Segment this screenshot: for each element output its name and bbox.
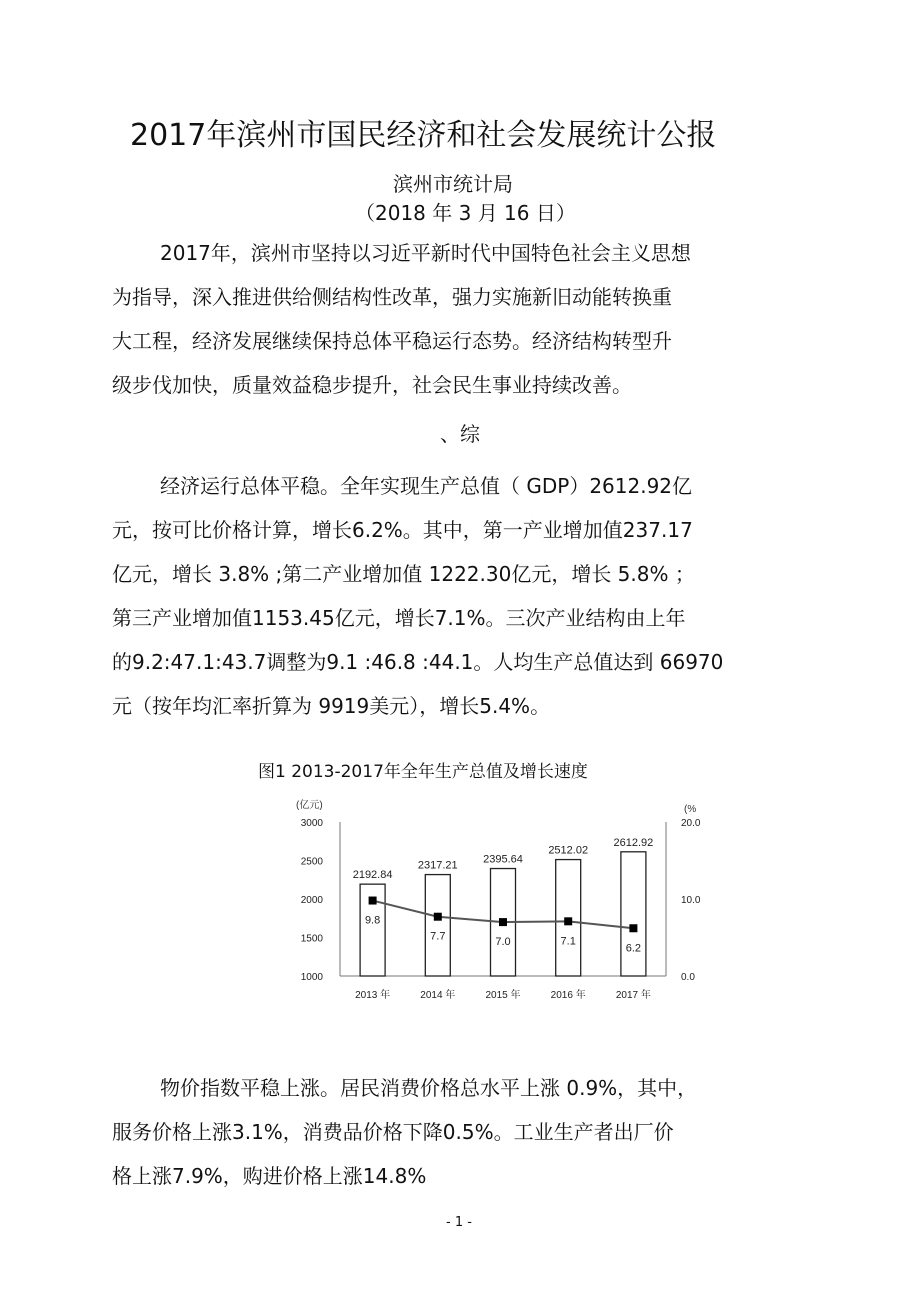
paragraph-line: 格上涨7.9%，购进价格上涨14.8% (112, 1164, 427, 1188)
paragraph-line: 元（按年均汇率折算为 9919美元），增长5.4%。 (112, 694, 551, 718)
paragraph-line: 大工程，经济发展继续保持总体平稳运行态势。经济结构转型升 (112, 329, 672, 353)
x-tick-label: 2013 年 (355, 990, 391, 1001)
y-axis-label-right: (% (684, 804, 697, 815)
growth-marker (369, 897, 377, 905)
bar-value-label: 2317.21 (417, 859, 458, 872)
paragraph-line: 2017年，滨州市坚持以习近平新时代中国特色社会主义思想 (160, 241, 691, 265)
publish-date: （2018 年 3 月 16 日） (355, 201, 576, 225)
figure-caption: 图1 2013-2017年全年生产总值及增长速度 (258, 762, 588, 782)
y-tick-label: 1000 (300, 972, 323, 983)
growth-value-label: 7.7 (430, 930, 446, 943)
bar-value-label: 2395.64 (483, 853, 523, 866)
growth-value-label: 7.1 (560, 935, 576, 948)
gdp-growth-chart (280, 790, 720, 1020)
x-tick-label: 2017 年 (615, 990, 651, 1001)
bar-value-label: 2512.02 (548, 844, 589, 857)
y-tick-label-right: 10.0 (681, 895, 701, 906)
x-tick-label: 2015 年 (485, 990, 521, 1001)
growth-marker (434, 913, 442, 921)
bar (621, 852, 646, 976)
page-number: - 1 - (446, 1215, 472, 1230)
paragraph-line: 级步伐加快，质量效益稳步提升，社会民生事业持续改善。 (112, 373, 632, 397)
paragraph-line: 的9.2:47.1:43.7调整为9.1 :46.8 :44.1。人均生产总值达到 66970 (112, 650, 724, 674)
growth-value-label: 9.8 (364, 914, 381, 927)
bar-value-label: 2192.84 (352, 869, 393, 882)
bar (425, 875, 450, 976)
paragraph-line: 第三产业增加值1153.45亿元，增长7.1%。三次产业结构由上年 (112, 606, 686, 630)
paragraph-line: 亿元，增长 3.8% ;第二产业增加值 1222.30亿元，增长 5.8% ； (112, 562, 695, 586)
y-tick-label: 2500 (300, 856, 323, 868)
x-tick-label: 2014 年 (420, 990, 456, 1001)
bar-value-label: 2612.92 (613, 836, 654, 849)
y-tick-label: 2000 (300, 895, 323, 906)
y-tick-label: 1500 (300, 933, 323, 945)
y-tick-label-right: 20.0 (681, 818, 701, 829)
paragraph-line: 元，按可比价格计算，增长6.2%。其中，第一产业增加值237.17 (112, 518, 693, 542)
economy-paragraph (112, 464, 723, 728)
report-title: 2017年滨州市国民经济和社会发展统计公报 (130, 118, 717, 153)
growth-value-label: 7.0 (495, 936, 511, 949)
price-paragraph (112, 1066, 697, 1198)
growth-marker (499, 918, 507, 926)
growth-value-label: 6.2 (625, 942, 642, 955)
paragraph-line: 为指导，深入推进供给侧结构性改革，强力实施新旧动能转换重 (112, 285, 672, 309)
paragraph-line: 物价指数平稳上涨。居民消费价格总水平上涨 0.9%，其中， (160, 1076, 698, 1100)
section-heading: 、综 (440, 422, 480, 446)
paragraph-line: 经济运行总体平稳。全年实现生产总值（ GDP）2612.92亿 (160, 474, 693, 498)
author: 滨州市统计局 (393, 172, 513, 196)
y-tick-label-right: 0.0 (681, 972, 695, 983)
growth-marker (629, 924, 637, 932)
y-tick-label: 3000 (300, 818, 323, 829)
x-tick-label: 2016 年 (550, 990, 586, 1001)
growth-marker (564, 917, 572, 925)
y-axis-label: (亿元) (296, 800, 323, 811)
intro-paragraph (112, 231, 691, 407)
paragraph-line: 服务价格上涨3.1%，消费品价格下降0.5%。工业生产者出厂价 (112, 1120, 674, 1144)
